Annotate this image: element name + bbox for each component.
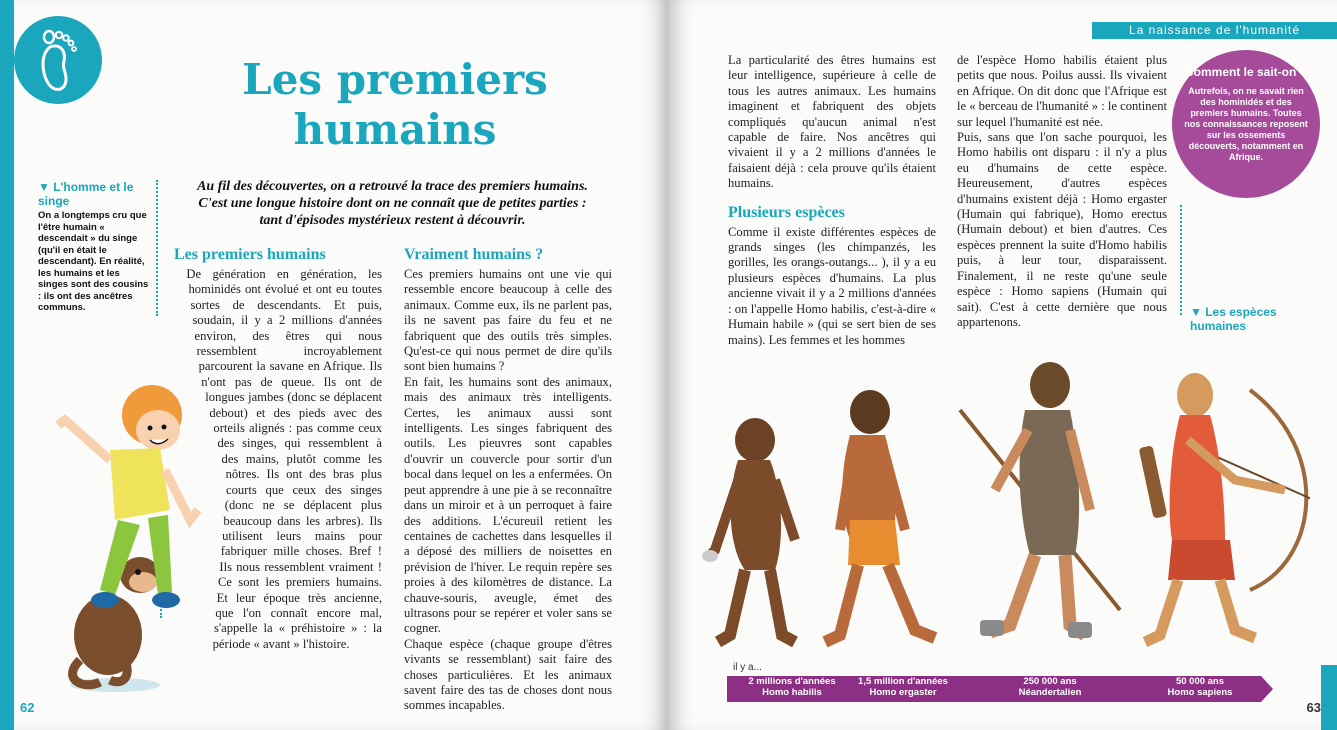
- column-intelligence: [728, 53, 936, 348]
- timeline-item: [1135, 676, 1265, 698]
- section-first-humans: [174, 246, 382, 662]
- footprint-badge: [14, 16, 102, 104]
- left-edge-band: [0, 0, 14, 730]
- timeline-item: [838, 676, 968, 698]
- homo-ergaster-figure: [960, 362, 1120, 638]
- timeline-when: 50 000 ans: [1175, 676, 1225, 687]
- section-truly-human: [404, 246, 612, 714]
- chapter-banner: La naissance de l'humanité: [1092, 22, 1337, 39]
- timeline-label: il y a...: [733, 662, 762, 673]
- sidebar-text: On a longtemps cru que l'être humain « descendait » du singe (qu'il en était le descendant). En réalité, les humains et les singes sont des cousins : ils ont des ancêtres communs.: [38, 210, 149, 313]
- bubble-text: Autrefois, on ne savait rien des hominidés et des premiers humains. Toutes nos connaissances reposent sur les ossements découverts, notamment en Afrique.: [1184, 86, 1308, 162]
- section-paragraph: Ces premiers humains ont une vie qui ressemble encore beaucoup à celle des animaux. Comme eux, ils ne parlent pas, ils ne savent pas faire du feu et ne fabriquent que des outils très simples. Qu'est-ce qui nous permet de dire qu'ils sont bien humains ?: [404, 267, 612, 374]
- sidebar-man-and-ape: [38, 180, 158, 316]
- intelligence-paragraph: La particularité des êtres humains est leur intelligence, supérieure à celle de tous les autres animaux. Les humains imaginent et fabriquent des objets compliqués qu'aucun animal n'est capable de faire. Nos ancêtres qui vivaient il y a 2 millions d'années le faisaient déjà : cela prouve qu'ils étaient humains.: [728, 53, 936, 191]
- sidebar-dotted-rule-right: [1180, 205, 1182, 315]
- page-title: Les premiers humains: [242, 55, 548, 154]
- page-number-left: 62: [20, 700, 35, 715]
- homo-habilis-figure: [825, 390, 935, 642]
- timeline-species: Homo sapiens: [1167, 687, 1233, 698]
- timeline-item: [985, 676, 1115, 698]
- human-evolution-illustration: [690, 350, 1310, 660]
- section-heading-species: Plusieurs espèces: [728, 203, 845, 221]
- footprint-icon: [28, 25, 88, 95]
- timeline-when: 2 millions d'années: [748, 676, 836, 687]
- bubble-title: Comment le sait-on ?: [1184, 65, 1307, 79]
- section-text-species: Comme il existe différentes espèces de grands singes (les chimpanzés, les gorilles, les orangs-outangs... ), il y a eu plusieurs espèces d'humains. La plus ancienne vivait il y a 2 millions d'années : on l'appelle Homo habilis, c'est-à-dire « Humain habile » (qui se sert bien de ses mains). Les femmes et les hommes: [728, 224, 936, 347]
- sidebar-heading-species: ▼ Les espèces humaines: [1190, 305, 1277, 333]
- habilis-paragraph: de l'espèce Homo habilis étaient plus petits que nous. Poilus aussi. Ils vivaient en Afrique. On dit donc que l'Afrique est le « berceau de l'humanité » : le continent sur lequel l'humanité est née.: [957, 53, 1167, 129]
- section-text-first-humans: De génération en génération, les hominidés ont évolué et ont eu toutes sortes de descendants. Et puis, soudain, il y a 2 millions d'années environ, des êtres qui nous ressemblent incroyablement parcourent la savane en Afrique. Ils n'ont pas de queue. Ils ont de longues jambes (donc se déplacent debout) et des pieds avec des orteils alignés : pas comme ceux des singes, qui ressemblent à des mains, plutôt comme les nôtres. Ils ont des bras plus courts que ceux des singes (donc ne se déplacent plus beaucoup dans les arbres). Ils utilisent leurs mains pour fabriquer mille choses. Bref ! Ils nous ressemblent vraiment ! Ce sont les premiers humains. Et leur époque très ancienne, que l'on connaît encore mal, s'appelle la « préhistoire » : la période « avant » l'histoire.: [186, 267, 382, 651]
- hominid-figure: [702, 418, 795, 642]
- section-paragraph: Chaque espèce (chaque groupe d'êtres vivants se ressemblant) sait faire des choses particulières. Et les animaux savent faire des tas de choses dont nous sommes incapables.: [404, 636, 612, 713]
- section-paragraph: En fait, les humains sont des animaux, mais des animaux très intelligents. Certes, les animaux aussi sont intelligents. Les singes fabriquent des outils. Les pieuvres sont capables d'ouvrir un couvercle pour sortir d'un bocal dans lequel on les a enfermées. On peut apprendre à une pie à se reconnaître dans un miroir et à un perroquet à faire des additions. L'écureuil retient les centaines de cachettes dans lesquelles il a déposé des milliers de noisettes en prévision de l'hiver. Le requin repère ses proies à des kilomètres de distance. La chauve-souris, aveugle, émet des ultrasons pour se repérer et voler sans se cogner.: [404, 374, 612, 636]
- homo-sapiens-archer-figure: [1139, 373, 1310, 642]
- left-page: [0, 0, 668, 730]
- timeline-species: Homo ergaster: [869, 687, 937, 698]
- section-heading-truly-human: Vraiment humains ?: [404, 246, 544, 263]
- section-heading-first-humans: Les premiers humains: [174, 246, 326, 263]
- timeline-species: Homo habilis: [762, 687, 822, 698]
- sidebar-heading: ▼ L'homme et le singe: [38, 180, 134, 208]
- timeline-when: 1,5 million d'années: [858, 676, 948, 687]
- timeline-when: 250 000 ans: [1023, 676, 1077, 687]
- succession-paragraph: Puis, sans que l'on sache pourquoi, les Homo habilis ont disparu : il n'y a plus eu d'humains de cette espèce. Heureusement, d'autres espèces d'humains existent déjà : Homo ergaster (Humain qui fabrique), Homo erectus (Humain debout) et bien d'autres. Ces espèces prennent la suite d'Homo habilis puis, à leur tour, disparaissent. Finalement, il ne reste qu'une seule espèce : Homo sapiens (Humain qui sait). C'est à cette dernière que nous appartenons.: [957, 130, 1167, 329]
- page-number-right: 63: [1306, 700, 1321, 715]
- right-edge-band: [1321, 665, 1337, 730]
- intro-text: Au fil des découvertes, on a retrouvé la trace des premiers humains. C'est une longue histoire dont on ne connaît que de petites parties : tant d'épisodes mystérieux restent à découvrir.: [197, 179, 588, 228]
- how-do-we-know-bubble: [1172, 50, 1320, 198]
- timeline-species: Néandertalien: [1018, 687, 1082, 698]
- column-species-continued: [957, 53, 1165, 330]
